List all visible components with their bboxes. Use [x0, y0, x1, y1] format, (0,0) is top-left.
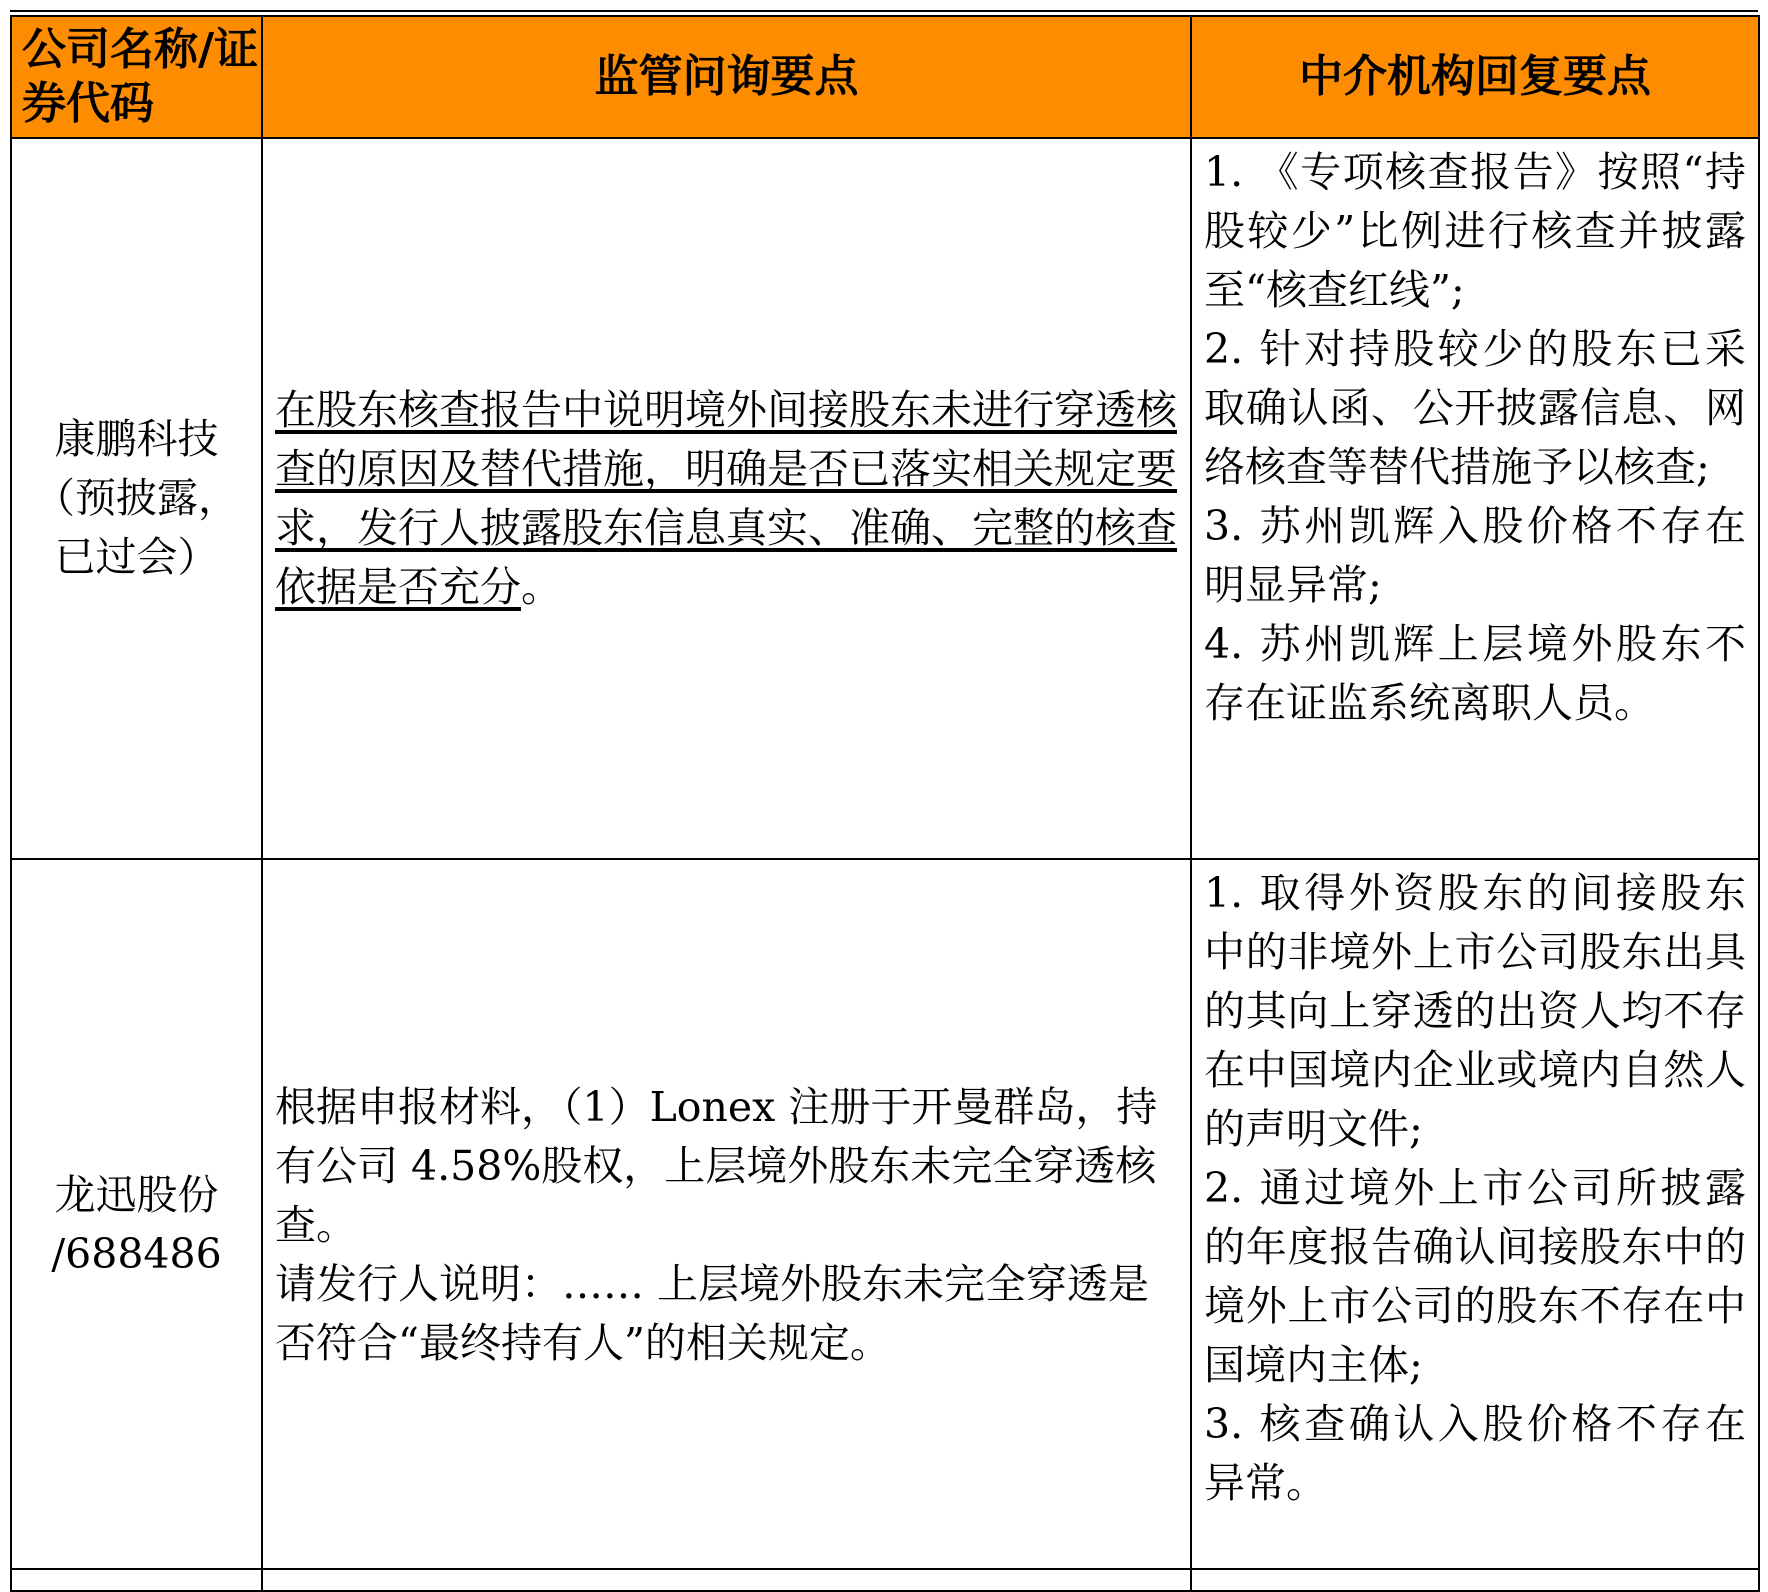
stock-code: /688486: [51, 1230, 222, 1278]
company-cell: [11, 138, 262, 859]
reply-cell: [1191, 859, 1759, 1591]
reply-item: 2. 针对持股较少的股东已采取确认函、公开披露信息、网络核查等替代措施予以核查;: [1204, 325, 1746, 491]
inquiry-paragraph: 请发行人说明：…… 上层境外股东未完全穿透是否符合“最终持有人”的相关规定。: [275, 1259, 1150, 1367]
inquiry-text-underlined: 在股东核查报告中说明境外间接股东未进行穿透核查的原因及替代措施，明确是否已落实相关规定要求，发行人披露股东信息真实、准确、完整的核查依据是否充分: [275, 385, 1177, 611]
inquiry-cell: [262, 138, 1191, 859]
header-company: 公司名称/证券代码: [11, 16, 262, 138]
company-status: （预披露，已过会）: [34, 474, 239, 581]
table-row: [11, 859, 1759, 1591]
header-inquiry-points: 监管问询要点: [262, 16, 1191, 138]
reply-item: 1. 《专项核查报告》按照“持股较少”比例进行核查并披露至“核查红线”;: [1204, 148, 1746, 314]
inquiry-text-tail: 。: [521, 562, 562, 611]
reply-item: 2. 通过境外上市公司所披露的年度报告确认间接股东中的境外上市公司的股东不存在中国境内主体;: [1204, 1164, 1746, 1389]
table-row: [11, 138, 1759, 859]
company-name: 龙迅股份: [54, 1171, 219, 1219]
header-reply-points: 中介机构回复要点: [1191, 16, 1759, 138]
inquiry-paragraph: 根据申报材料，（1）Lonex 注册于开曼群岛，持有公司 4.58%股权，上层境外股东未完全穿透核查。: [275, 1082, 1158, 1249]
regulatory-inquiry-table: [10, 15, 1760, 1592]
reply-item: 3. 苏州凯辉入股价格不存在明显异常;: [1204, 502, 1746, 609]
inquiry-cell: [262, 859, 1191, 1591]
reply-item: 1. 取得外资股东的间接股东中的非境外上市公司股东出具的其向上穿透的出资人均不存在中国境内企业或境内自然人的声明文件;: [1204, 869, 1746, 1153]
reply-item: 4. 苏州凯辉上层境外股东不存在证监系统离职人员。: [1204, 620, 1746, 727]
reply-cell: [1191, 138, 1759, 859]
company-name: 康鹏科技: [54, 415, 219, 463]
header-row: [11, 16, 1759, 138]
company-cell: [11, 859, 262, 1591]
reply-item: 3. 核查确认入股价格不存在异常。: [1204, 1400, 1746, 1507]
